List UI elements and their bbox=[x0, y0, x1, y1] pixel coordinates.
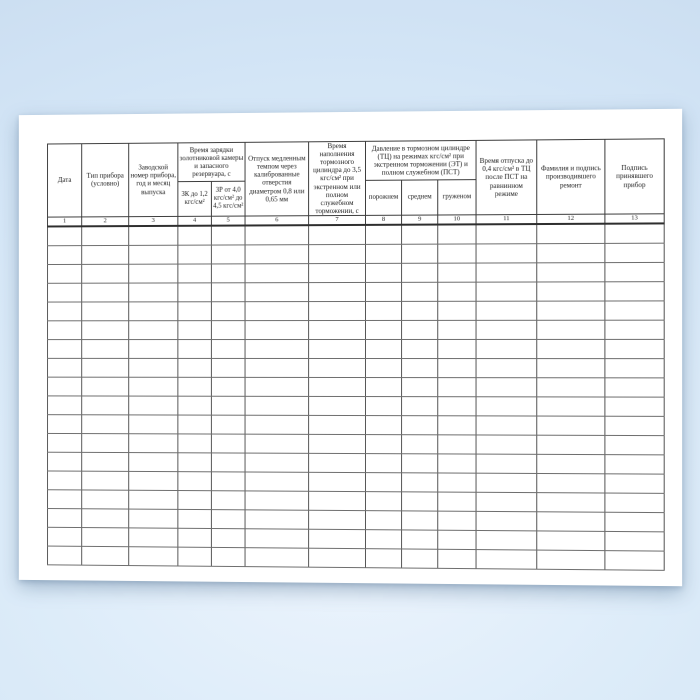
log-empty-cell bbox=[178, 377, 212, 396]
column-number: 10 bbox=[438, 215, 476, 225]
log-empty-cell bbox=[82, 415, 129, 434]
log-empty-cell bbox=[178, 226, 212, 245]
log-empty-cell bbox=[245, 453, 309, 472]
log-empty-cell bbox=[129, 471, 178, 490]
log-empty-cell bbox=[82, 227, 129, 246]
log-empty-cell bbox=[245, 491, 309, 510]
log-empty-cell bbox=[438, 530, 476, 549]
log-empty-cell bbox=[82, 302, 129, 321]
log-empty-cell bbox=[245, 302, 309, 321]
log-empty-cell bbox=[476, 244, 537, 263]
header-serial-number: Заводской номер прибора, год и месяц выпуска bbox=[129, 143, 178, 217]
column-number: 11 bbox=[476, 214, 537, 224]
log-empty-cell bbox=[476, 339, 537, 358]
log-empty-cell bbox=[537, 243, 605, 262]
log-empty-cell bbox=[438, 339, 476, 358]
log-empty-cell bbox=[366, 339, 402, 358]
log-empty-cell bbox=[309, 377, 366, 396]
log-empty-row bbox=[48, 415, 665, 436]
log-empty-cell bbox=[129, 434, 178, 453]
log-empty-cell bbox=[48, 246, 82, 265]
log-empty-cell bbox=[402, 282, 438, 301]
log-empty-cell bbox=[48, 452, 82, 471]
table-header bbox=[48, 139, 665, 227]
log-empty-cell bbox=[178, 283, 212, 302]
log-empty-cell bbox=[245, 283, 309, 302]
log-empty-cell bbox=[82, 452, 129, 471]
log-empty-cell bbox=[129, 528, 178, 547]
log-empty-cell bbox=[48, 415, 82, 434]
log-empty-cell bbox=[366, 397, 402, 416]
log-empty-cell bbox=[366, 454, 402, 473]
log-empty-cell bbox=[211, 491, 245, 510]
log-empty-cell bbox=[309, 339, 366, 358]
log-empty-cell bbox=[245, 377, 309, 396]
header-cylinder-pressure-group: Давление в тормозном цилиндре (ТЦ) на режимах кгс/см² при экстренном торможении (ЭТ) и полном служебном (ПСТ) bbox=[366, 140, 477, 180]
log-empty-cell bbox=[366, 492, 402, 511]
log-empty-cell bbox=[309, 434, 366, 453]
log-empty-cell bbox=[537, 416, 605, 435]
log-empty-cell bbox=[537, 435, 605, 454]
log-empty-cell bbox=[402, 378, 438, 397]
log-empty-cell bbox=[605, 397, 664, 416]
log-empty-cell bbox=[178, 396, 212, 415]
log-empty-cell bbox=[402, 473, 438, 492]
log-empty-cell bbox=[309, 263, 366, 282]
header-zr-charge: ЗР от 4,0 кгс/см² до 4,5 кгс/см² bbox=[211, 181, 245, 216]
log-empty-cell bbox=[438, 359, 476, 378]
log-empty-cell bbox=[366, 530, 402, 549]
log-empty-cell bbox=[129, 264, 178, 283]
log-empty-cell bbox=[605, 243, 664, 262]
log-empty-cell bbox=[245, 396, 309, 415]
log-empty-cell bbox=[476, 435, 537, 454]
header-mode-medium: среднем bbox=[402, 180, 438, 215]
log-empty-cell bbox=[211, 226, 245, 245]
log-empty-cell bbox=[245, 358, 309, 377]
log-empty-cell bbox=[178, 358, 212, 377]
header-slow-release: Отпуск медленным темпом через калиброванные отверстия диаметром 0,8 или 0,65 мм bbox=[245, 142, 309, 216]
log-empty-cell bbox=[438, 511, 476, 530]
log-empty-cell bbox=[178, 472, 212, 491]
header-acceptor-signature: Подпись принявшего прибор bbox=[605, 139, 664, 214]
log-empty-cell bbox=[537, 301, 605, 320]
column-number: 3 bbox=[129, 216, 178, 226]
log-empty-cell bbox=[537, 359, 605, 378]
log-empty-cell bbox=[402, 511, 438, 530]
log-empty-cell bbox=[211, 510, 245, 529]
log-empty-cell bbox=[537, 473, 605, 493]
log-empty-cell bbox=[82, 471, 129, 490]
log-empty-cell bbox=[366, 320, 402, 339]
log-empty-cell bbox=[366, 358, 402, 377]
log-empty-cell bbox=[129, 490, 178, 509]
log-empty-cell bbox=[402, 244, 438, 263]
log-empty-cell bbox=[129, 377, 178, 396]
log-empty-cell bbox=[178, 340, 212, 359]
column-number: 7 bbox=[309, 215, 366, 225]
log-empty-cell bbox=[245, 245, 309, 264]
log-empty-cell bbox=[402, 416, 438, 435]
log-empty-cell bbox=[402, 492, 438, 511]
log-empty-cell bbox=[438, 435, 476, 454]
log-empty-cell bbox=[129, 509, 178, 528]
log-empty-cell bbox=[366, 416, 402, 435]
log-empty-cell bbox=[82, 490, 129, 509]
log-empty-cell bbox=[82, 509, 129, 528]
log-empty-cell bbox=[48, 340, 82, 359]
log-empty-cell bbox=[48, 302, 82, 321]
column-number: 13 bbox=[605, 214, 664, 224]
log-empty-cell bbox=[476, 473, 537, 492]
column-number: 4 bbox=[178, 216, 212, 226]
log-empty-cell bbox=[129, 321, 178, 340]
log-empty-cell bbox=[605, 551, 664, 571]
log-entries-grid bbox=[48, 224, 665, 570]
log-empty-cell bbox=[605, 339, 664, 358]
column-number: 5 bbox=[211, 216, 245, 226]
log-empty-cell bbox=[309, 472, 366, 491]
log-empty-cell bbox=[129, 358, 178, 377]
log-empty-cell bbox=[476, 225, 537, 244]
log-empty-cell bbox=[309, 282, 366, 301]
log-empty-cell bbox=[48, 283, 82, 302]
log-empty-cell bbox=[211, 283, 245, 302]
log-empty-cell bbox=[476, 263, 537, 282]
log-empty-cell bbox=[129, 547, 178, 566]
log-empty-cell bbox=[366, 511, 402, 530]
log-empty-cell bbox=[438, 454, 476, 473]
log-empty-cell bbox=[366, 378, 402, 397]
log-empty-cell bbox=[366, 435, 402, 454]
log-empty-cell bbox=[605, 455, 664, 475]
log-empty-cell bbox=[82, 396, 129, 415]
log-empty-cell bbox=[476, 320, 537, 339]
log-empty-cell bbox=[537, 454, 605, 473]
log-empty-cell bbox=[309, 301, 366, 320]
log-empty-cell bbox=[537, 378, 605, 397]
log-empty-cell bbox=[48, 358, 82, 377]
log-empty-cell bbox=[82, 321, 129, 340]
log-empty-cell bbox=[245, 510, 309, 529]
log-empty-cell bbox=[48, 227, 82, 246]
log-empty-cell bbox=[438, 549, 476, 568]
log-empty-cell bbox=[402, 454, 438, 473]
log-empty-cell bbox=[366, 282, 402, 301]
log-empty-cell bbox=[129, 415, 178, 434]
log-empty-row bbox=[48, 546, 665, 570]
log-empty-cell bbox=[366, 549, 402, 568]
log-empty-cell bbox=[245, 339, 309, 358]
log-empty-cell bbox=[245, 548, 309, 567]
log-empty-cell bbox=[402, 359, 438, 378]
log-empty-cell bbox=[476, 530, 537, 550]
log-empty-cell bbox=[438, 263, 476, 282]
header-date: Дата bbox=[48, 144, 82, 217]
log-empty-cell bbox=[309, 415, 366, 434]
log-empty-cell bbox=[309, 225, 366, 244]
log-empty-cell bbox=[605, 224, 664, 243]
log-empty-cell bbox=[309, 529, 366, 548]
log-empty-cell bbox=[211, 377, 245, 396]
log-empty-cell bbox=[178, 321, 212, 340]
log-empty-cell bbox=[402, 320, 438, 339]
log-empty-cell bbox=[537, 339, 605, 358]
header-release-time: Время отпуска до 0,4 кгс/см² в ТЦ после ПСТ на равнинном режиме bbox=[476, 140, 537, 215]
log-empty-cell bbox=[605, 435, 664, 454]
log-empty-row bbox=[48, 282, 665, 302]
log-empty-cell bbox=[129, 453, 178, 472]
log-empty-cell bbox=[48, 396, 82, 415]
log-empty-cell bbox=[537, 263, 605, 282]
column-number: 9 bbox=[402, 215, 438, 225]
log-empty-cell bbox=[211, 547, 245, 566]
log-empty-cell bbox=[48, 433, 82, 452]
column-number: 8 bbox=[366, 215, 402, 225]
header-fill-time: Время наполнения тормозного цилиндра до 3,5 кгс/см² при экстренном или полном служебном торможении, с bbox=[309, 141, 366, 215]
log-empty-cell bbox=[178, 434, 212, 453]
log-empty-cell bbox=[605, 531, 664, 551]
log-empty-cell bbox=[476, 359, 537, 378]
log-empty-cell bbox=[366, 473, 402, 492]
log-empty-cell bbox=[178, 528, 212, 547]
log-empty-cell bbox=[48, 264, 82, 283]
log-empty-cell bbox=[476, 397, 537, 416]
log-empty-cell bbox=[537, 397, 605, 416]
log-empty-row bbox=[48, 358, 665, 378]
log-empty-cell bbox=[438, 492, 476, 511]
log-empty-cell bbox=[178, 490, 212, 509]
log-empty-cell bbox=[366, 263, 402, 282]
log-empty-cell bbox=[309, 396, 366, 415]
log-empty-cell bbox=[438, 282, 476, 301]
log-empty-cell bbox=[605, 474, 664, 494]
header-mode-loaded: груженом bbox=[438, 180, 476, 215]
log-empty-cell bbox=[476, 492, 537, 512]
log-empty-cell bbox=[129, 283, 178, 302]
log-empty-cell bbox=[537, 512, 605, 532]
log-empty-cell bbox=[605, 512, 664, 532]
log-empty-cell bbox=[537, 493, 605, 513]
header-repairer-signature: Фамилия и подпись производившего ремонт bbox=[537, 139, 605, 214]
log-empty-cell bbox=[402, 339, 438, 358]
log-empty-cell bbox=[605, 301, 664, 320]
log-empty-cell bbox=[476, 282, 537, 301]
log-empty-cell bbox=[82, 377, 129, 396]
log-empty-cell bbox=[605, 493, 664, 513]
log-empty-cell bbox=[605, 359, 664, 378]
header-charge-time-group: Время зарядки золотниковой камеры и запасного резервуара, с bbox=[178, 142, 245, 182]
log-empty-row bbox=[48, 339, 665, 358]
document-page bbox=[19, 109, 682, 586]
log-empty-cell bbox=[245, 264, 309, 283]
log-empty-cell bbox=[366, 301, 402, 320]
log-empty-cell bbox=[402, 530, 438, 549]
log-empty-cell bbox=[178, 509, 212, 528]
log-empty-cell bbox=[438, 225, 476, 244]
column-number: 12 bbox=[537, 214, 605, 224]
log-empty-cell bbox=[438, 416, 476, 435]
log-empty-row bbox=[48, 396, 665, 416]
brake-device-repair-log-table bbox=[47, 138, 665, 571]
log-empty-cell bbox=[605, 320, 664, 339]
header-mode-empty: порожнем bbox=[366, 180, 402, 215]
log-empty-cell bbox=[211, 453, 245, 472]
log-empty-cell bbox=[82, 434, 129, 453]
log-empty-row bbox=[48, 301, 665, 321]
log-empty-cell bbox=[309, 358, 366, 377]
log-empty-cell bbox=[605, 282, 664, 301]
log-empty-cell bbox=[438, 397, 476, 416]
log-empty-cell bbox=[48, 546, 82, 565]
log-empty-cell bbox=[48, 377, 82, 396]
log-empty-cell bbox=[178, 547, 212, 566]
header-device-type: Тип прибора (условно) bbox=[82, 143, 129, 217]
log-empty-row bbox=[48, 320, 665, 339]
log-empty-cell bbox=[402, 225, 438, 244]
log-empty-cell bbox=[309, 244, 366, 263]
log-empty-cell bbox=[476, 416, 537, 435]
log-empty-cell bbox=[48, 527, 82, 546]
log-empty-cell bbox=[537, 282, 605, 301]
log-empty-cell bbox=[211, 358, 245, 377]
log-empty-cell bbox=[211, 396, 245, 415]
log-empty-cell bbox=[82, 340, 129, 359]
log-empty-cell bbox=[82, 546, 129, 565]
log-empty-cell bbox=[178, 415, 212, 434]
log-empty-cell bbox=[366, 244, 402, 263]
log-empty-cell bbox=[537, 320, 605, 339]
log-empty-cell bbox=[211, 321, 245, 340]
column-number: 1 bbox=[48, 217, 82, 227]
log-empty-cell bbox=[48, 321, 82, 340]
log-empty-cell bbox=[366, 225, 402, 244]
log-empty-cell bbox=[211, 245, 245, 264]
log-empty-cell bbox=[129, 396, 178, 415]
log-empty-cell bbox=[48, 490, 82, 509]
header-row-main bbox=[48, 139, 665, 183]
log-empty-cell bbox=[82, 264, 129, 283]
log-empty-row bbox=[48, 224, 665, 246]
log-empty-cell bbox=[309, 320, 366, 339]
log-empty-cell bbox=[402, 549, 438, 568]
log-empty-cell bbox=[476, 511, 537, 531]
log-empty-cell bbox=[211, 340, 245, 359]
log-empty-cell bbox=[211, 472, 245, 491]
column-number: 6 bbox=[245, 216, 309, 226]
log-empty-cell bbox=[129, 226, 178, 245]
log-empty-cell bbox=[402, 263, 438, 282]
log-empty-cell bbox=[48, 509, 82, 528]
log-empty-cell bbox=[82, 245, 129, 264]
log-empty-cell bbox=[537, 550, 605, 570]
log-empty-cell bbox=[129, 245, 178, 264]
log-empty-cell bbox=[48, 471, 82, 490]
log-empty-cell bbox=[309, 491, 366, 510]
log-empty-cell bbox=[211, 302, 245, 321]
log-empty-cell bbox=[476, 378, 537, 397]
log-empty-cell bbox=[537, 224, 605, 243]
header-zk-charge: ЗК до 1,2 кгс/см² bbox=[178, 182, 212, 217]
log-empty-cell bbox=[245, 434, 309, 453]
log-empty-cell bbox=[537, 531, 605, 551]
log-empty-cell bbox=[82, 528, 129, 547]
log-empty-cell bbox=[476, 301, 537, 320]
log-empty-cell bbox=[605, 262, 664, 281]
log-empty-row bbox=[48, 262, 665, 283]
log-empty-cell bbox=[211, 434, 245, 453]
log-empty-cell bbox=[438, 320, 476, 339]
log-empty-cell bbox=[309, 548, 366, 567]
log-empty-cell bbox=[605, 378, 664, 397]
log-empty-cell bbox=[129, 302, 178, 321]
log-empty-cell bbox=[438, 301, 476, 320]
log-empty-cell bbox=[178, 453, 212, 472]
log-empty-cell bbox=[309, 510, 366, 529]
log-empty-cell bbox=[476, 454, 537, 473]
log-empty-cell bbox=[605, 416, 664, 435]
log-empty-row bbox=[48, 377, 665, 397]
log-empty-row bbox=[48, 243, 665, 264]
log-empty-cell bbox=[245, 226, 309, 245]
log-empty-cell bbox=[402, 397, 438, 416]
log-empty-cell bbox=[82, 358, 129, 377]
log-empty-cell bbox=[402, 435, 438, 454]
log-empty-cell bbox=[129, 340, 178, 359]
log-empty-cell bbox=[178, 245, 212, 264]
log-empty-cell bbox=[178, 264, 212, 283]
log-empty-cell bbox=[438, 378, 476, 397]
log-empty-cell bbox=[211, 415, 245, 434]
log-empty-cell bbox=[245, 529, 309, 548]
log-empty-cell bbox=[476, 550, 537, 570]
log-empty-cell bbox=[245, 321, 309, 340]
log-empty-cell bbox=[402, 301, 438, 320]
log-empty-cell bbox=[438, 244, 476, 263]
log-empty-cell bbox=[82, 283, 129, 302]
column-number: 2 bbox=[82, 217, 129, 227]
log-empty-cell bbox=[309, 453, 366, 472]
log-empty-cell bbox=[245, 472, 309, 491]
log-empty-cell bbox=[211, 528, 245, 547]
log-empty-cell bbox=[438, 473, 476, 492]
log-empty-cell bbox=[245, 415, 309, 434]
log-empty-cell bbox=[178, 302, 212, 321]
log-empty-cell bbox=[211, 264, 245, 283]
